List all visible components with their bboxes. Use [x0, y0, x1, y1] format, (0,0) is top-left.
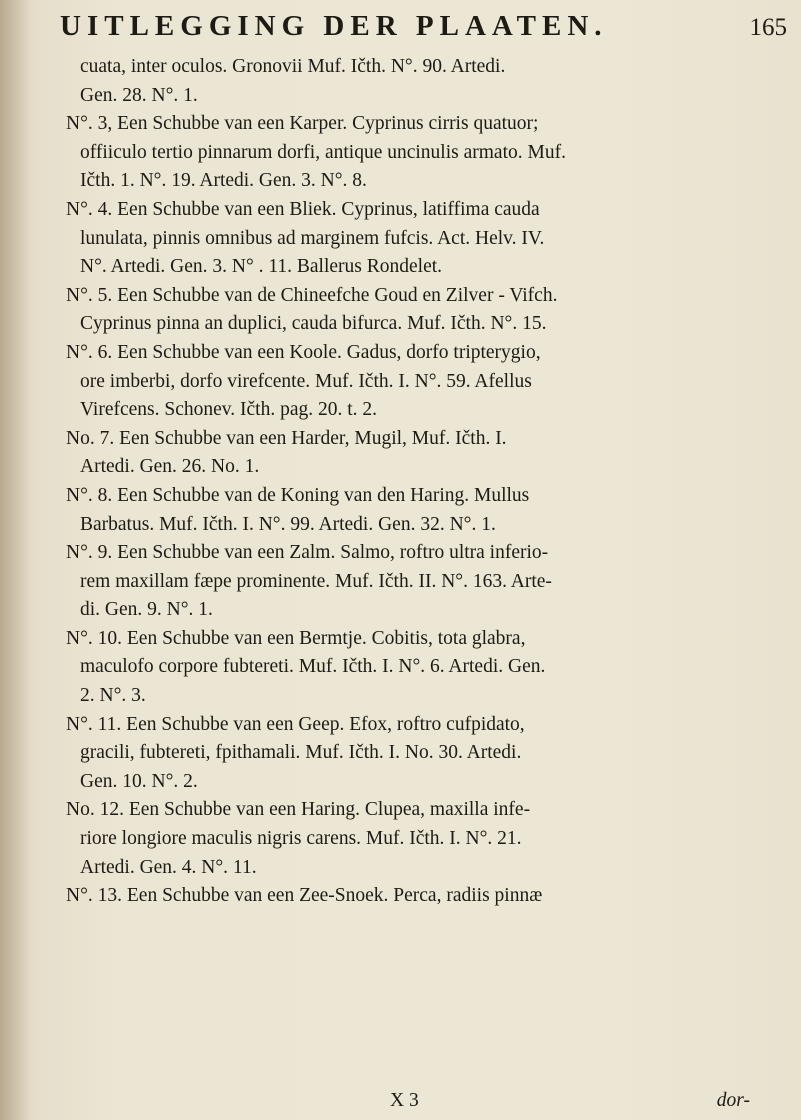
text-line: Artedi. Gen. 26. No. 1. [80, 456, 260, 478]
text-line: gracili, fubtereti, fpithamali. Muf. Ičth. I. No. 30. Artedi. [80, 742, 522, 764]
text-line: N°. 13. Een Schubbe van een Zee-Snoek. Perca, radiis pinnæ [66, 885, 543, 907]
text-line: N°. 8. Een Schubbe van de Koning van den Haring. Mullus [66, 484, 530, 506]
text-line: Ičth. 1. N°. 19. Artedi. Gen. 3. N°. 8. [80, 170, 367, 192]
text-line: N°. 11. Een Schubbe van een Geep. Efox, roftro cufpidato, [66, 713, 525, 735]
page-footer [60, 1090, 795, 1118]
text-line: lunulata, pinnis omnibus ad marginem fufcis. Act. Helv. IV. [80, 227, 545, 249]
text-line: Gen. 10. N°. 2. [80, 770, 198, 792]
text-line: di. Gen. 9. N°. 1. [80, 599, 213, 621]
text-line: offiiculo tertio pinnarum dorfi, antique uncinulis armato. Muf. [80, 141, 566, 163]
text-line: maculofo corpore fubtereti. Muf. Ičth. I. N°. 6. Artedi. Gen. [80, 656, 546, 678]
text-line: No. 7. Een Schubbe van een Harder, Mugil, Muf. Ičth. I. [66, 427, 507, 449]
text-line: 2. N°. 3. [80, 685, 146, 707]
text-line: Barbatus. Muf. Ičth. I. N°. 99. Artedi. Gen. 32. N°. 1. [80, 513, 496, 535]
text-line: N°. 5. Een Schubbe van de Chineefche Goud en Zilver - Vifch. [66, 284, 558, 306]
text-line: N°. 9. Een Schubbe van een Zalm. Salmo, roftro ultra inferio- [66, 542, 549, 564]
text-line: N°. Artedi. Gen. 3. N° . 11. Ballerus Rondelet. [80, 256, 443, 278]
text-line: riore longiore maculis nigris carens. Muf. Ičth. I. N°. 21. [80, 828, 522, 850]
text-line: N°. 4. Een Schubbe van een Bliek. Cyprinus, latiffima cauda [66, 198, 540, 220]
text-line: cuata, inter oculos. Gronovii Muf. Ičth. N°. 90. Artedi. [80, 56, 506, 77]
text-line: N°. 6. Een Schubbe van een Koole. Gadus, dorfo tripterygio, [66, 341, 541, 363]
running-head [60, 10, 795, 43]
text-body [60, 53, 795, 911]
text-line: Artedi. Gen. 4. N°. 11. [80, 856, 257, 878]
catchword: dor- [716, 1090, 750, 1111]
signature-mark: X 3 [390, 1090, 419, 1111]
text-line: Virefcens. Schonev. Ičth. pag. 20. t. 2. [80, 399, 378, 421]
gutter-shadow [0, 0, 30, 1120]
text-line: rem maxillam fæpe prominente. Muf. Ičth. II. N°. 163. Arte- [80, 570, 552, 592]
text-line: N°. 3, Een Schubbe van een Karper. Cyprinus cirris quatuor; [66, 113, 539, 135]
text-line: N°. 10. Een Schubbe van een Bermtje. Cobitis, tota glabra, [66, 627, 526, 649]
text-line: No. 12. Een Schubbe van een Haring. Clupea, maxilla infe- [66, 799, 531, 821]
text-line: Gen. 28. N°. 1. [80, 84, 198, 106]
running-title: UITLEGGING DER PLAATEN. [60, 10, 608, 42]
text-line: ore imberbi, dorfo virefcente. Muf. Ičth. I. N°. 59. Afellus [80, 370, 532, 392]
page-number: 165 [749, 14, 787, 41]
text-line: Cyprinus pinna an duplici, cauda bifurca. Muf. Ičth. N°. 15. [80, 313, 547, 335]
